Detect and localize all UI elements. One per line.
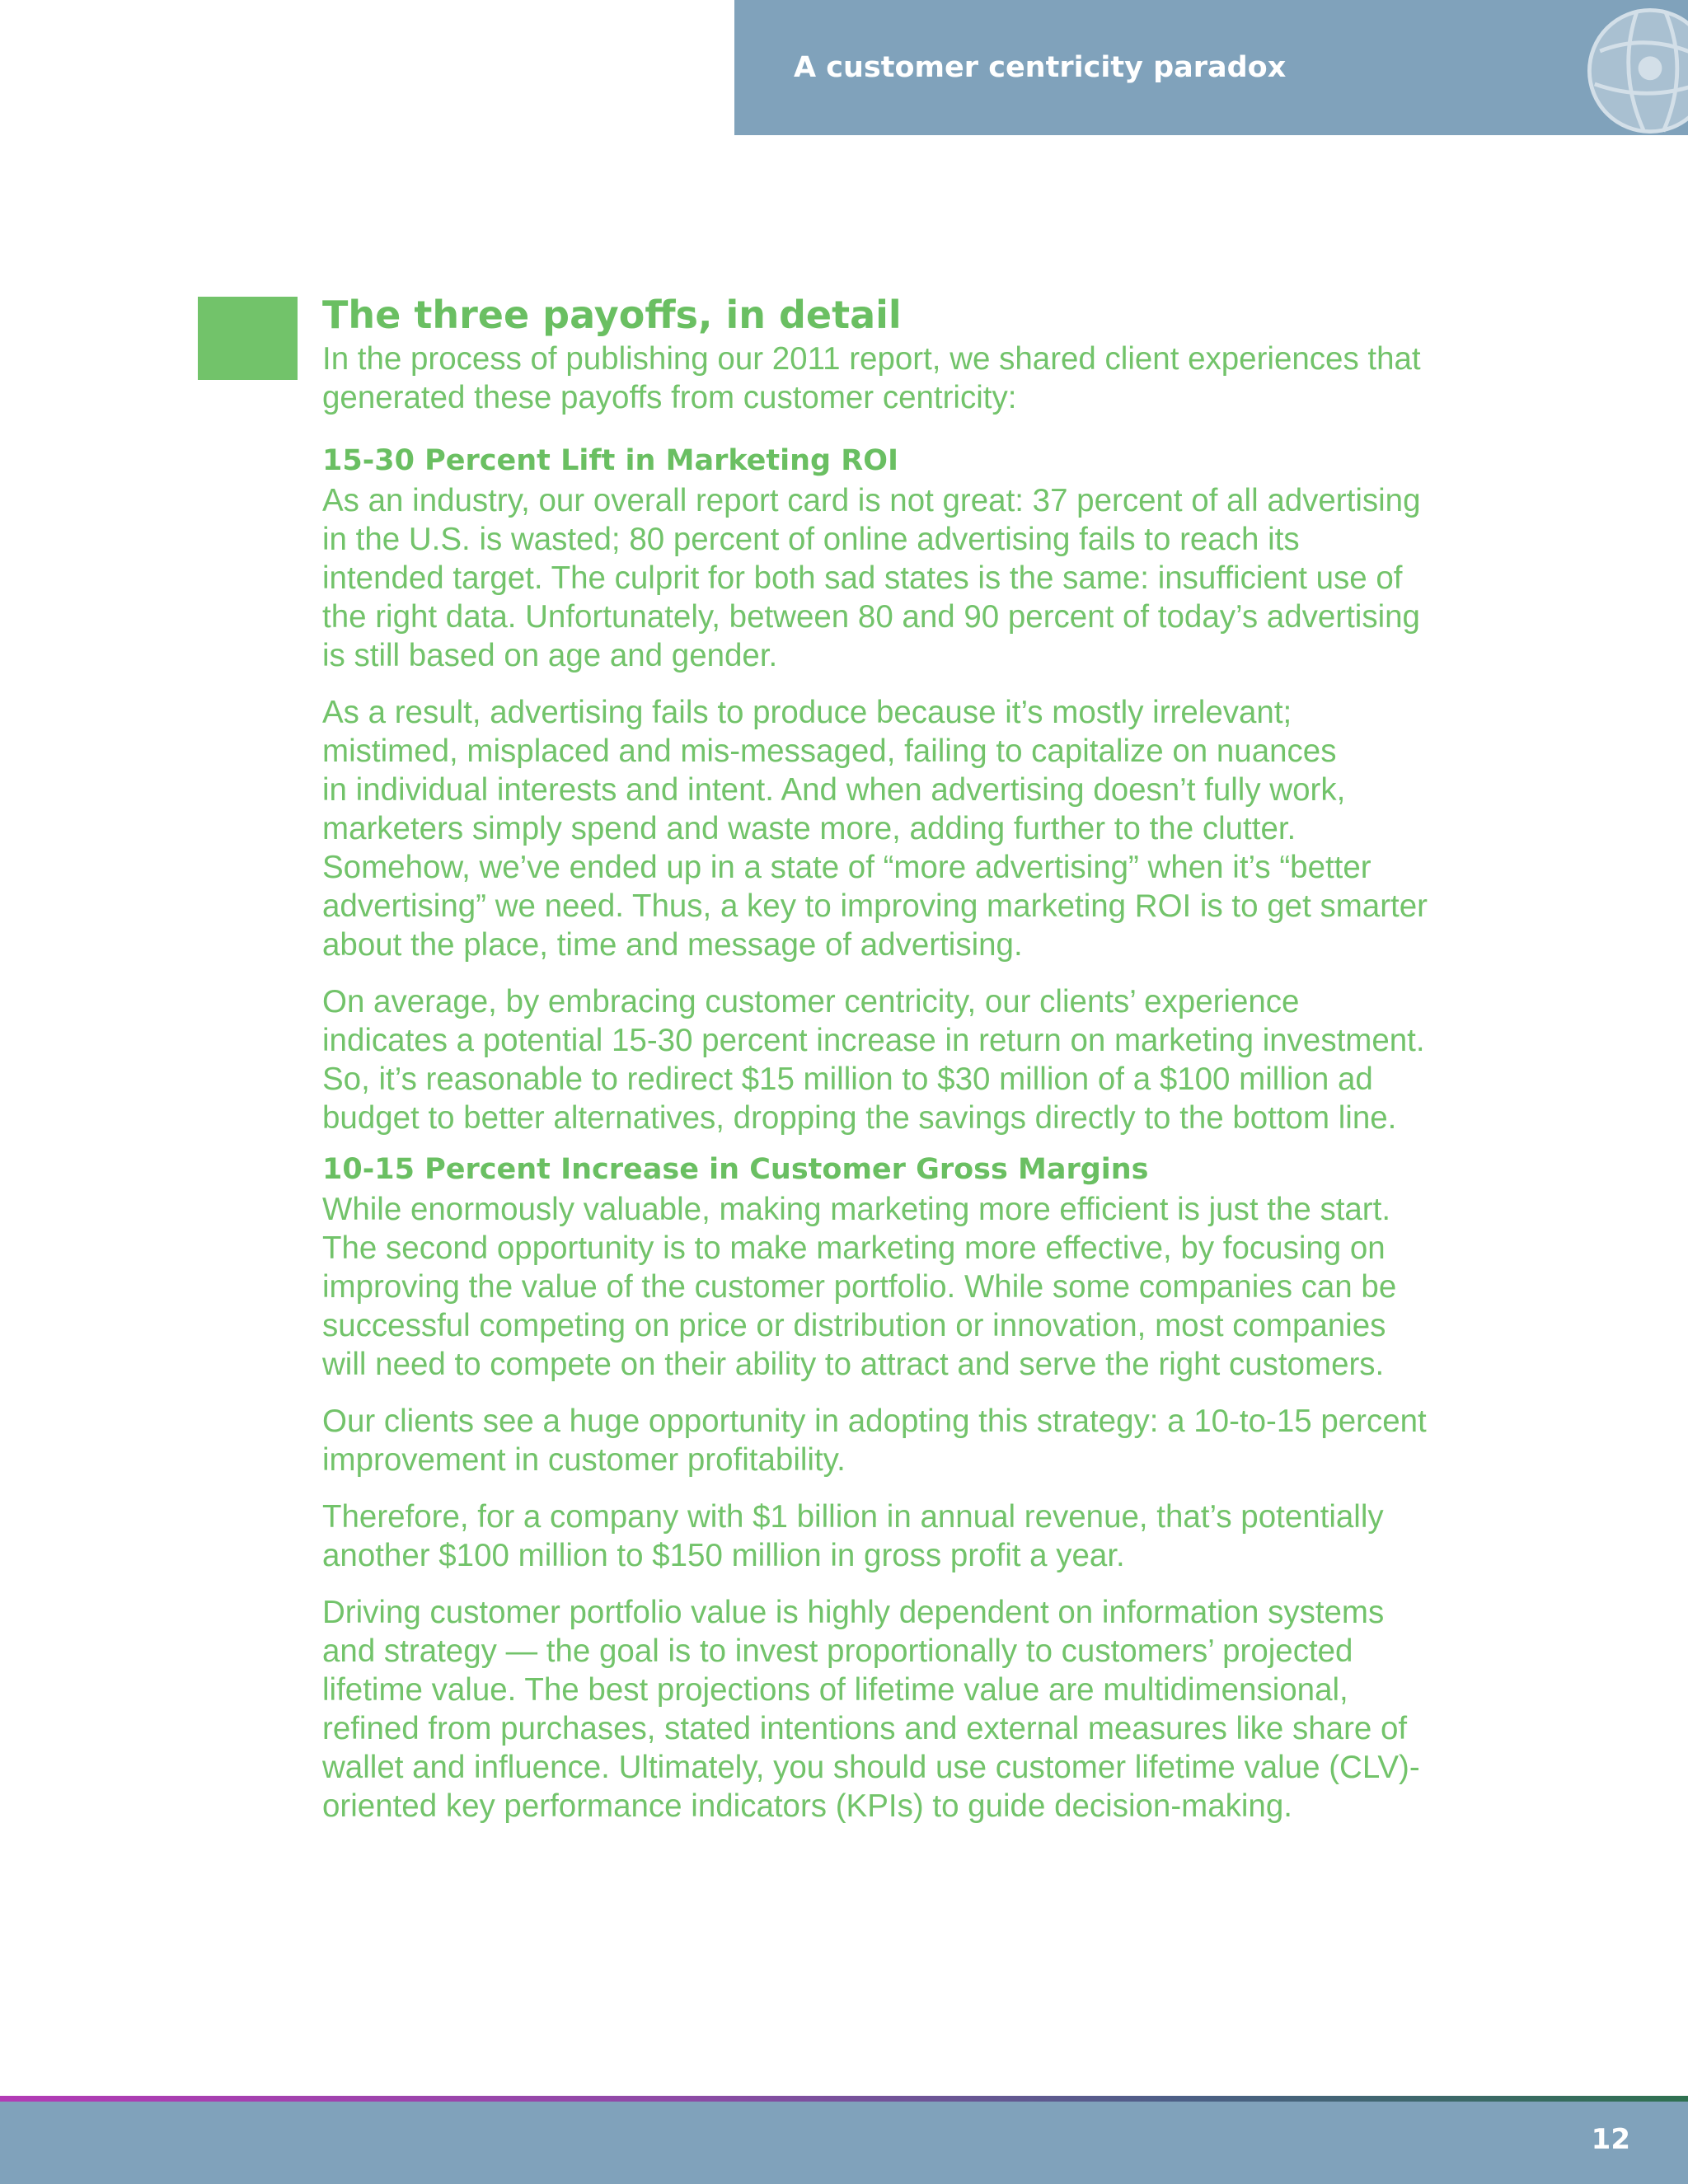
text-line: successful competing on price or distribution or innovation, most companies xyxy=(322,1308,1386,1343)
body-paragraph xyxy=(322,1190,1493,1384)
text-line: mistimed, misplaced and mis-messaged, failing to capitalize on nuances xyxy=(322,733,1337,769)
text-line: In the process of publishing our 2011 report, we shared client experiences that xyxy=(322,341,1421,377)
section-accent-square xyxy=(198,297,298,380)
text-line: Our clients see a huge opportunity in adopting this strategy: a 10-to-15 percent xyxy=(322,1404,1427,1439)
text-line: wallet and influence. Ultimately, you should use customer lifetime value (CLV)- xyxy=(322,1750,1420,1785)
text-line: As a result, advertising fails to produce because it’s mostly irrelevant; xyxy=(322,695,1292,730)
text-line: lifetime value. The best projections of lifetime value are multidimensional, xyxy=(322,1672,1348,1708)
text-line: So, it’s reasonable to redirect $15 million to $30 million of a $100 million ad xyxy=(322,1062,1373,1097)
intro-paragraph xyxy=(322,340,1493,417)
text-line: in individual interests and intent. And when advertising doesn’t fully work, xyxy=(322,772,1346,808)
section-title: The three payoffs, in detail xyxy=(322,293,902,337)
text-line: generated these payoffs from customer centricity: xyxy=(322,380,1017,415)
text-line: the right data. Unfortunately, between 80 and 90 percent of today’s advertising xyxy=(322,599,1420,635)
text-line: Therefore, for a company with $1 billion in annual revenue, that’s potentially xyxy=(322,1499,1384,1535)
body-paragraph xyxy=(322,1402,1493,1479)
text-line: On average, by embracing customer centricity, our clients’ experience xyxy=(322,984,1300,1019)
text-line: will need to compete on their ability to attract and serve the right customers. xyxy=(322,1347,1385,1382)
text-line: marketers simply spend and waste more, adding further to the clutter. xyxy=(322,811,1296,846)
text-line: indicates a potential 15-30 percent increase in return on marketing investment. xyxy=(322,1023,1425,1058)
text-line: another $100 million to $150 million in gross profit a year. xyxy=(322,1538,1125,1573)
body-paragraph xyxy=(322,481,1493,675)
text-line: improvement in customer profitability. xyxy=(322,1442,846,1478)
body-paragraph xyxy=(322,1497,1493,1575)
text-line: The second opportunity is to make marketing more effective, by focusing on xyxy=(322,1230,1386,1266)
text-line: While enormously valuable, making marketing more efficient is just the start. xyxy=(322,1192,1391,1227)
page-number: 12 xyxy=(1591,2123,1630,2156)
text-line: Driving customer portfolio value is highly dependent on information systems xyxy=(322,1595,1385,1630)
main-content xyxy=(322,290,1493,1825)
body-paragraph xyxy=(322,693,1493,964)
text-line: refined from purchases, stated intentions and external measures like share of xyxy=(322,1711,1408,1746)
text-line: and strategy — the goal is to invest proportionally to customers’ projected xyxy=(322,1633,1353,1669)
text-line: oriented key performance indicators (KPIs) to guide decision-making. xyxy=(322,1788,1292,1824)
header-title: A customer centricity paradox xyxy=(794,51,1287,84)
globe-icon xyxy=(1584,5,1688,135)
footer-band xyxy=(0,2102,1688,2184)
subsection-heading: 10-15 Percent Increase in Customer Gross Margins xyxy=(322,1153,1149,1186)
text-line: advertising” we need. Thus, a key to improving marketing ROI is to get smarter xyxy=(322,888,1428,924)
text-line: in the U.S. is wasted; 80 percent of online advertising fails to reach its xyxy=(322,522,1300,557)
subsection-heading: 15-30 Percent Lift in Marketing ROI xyxy=(322,444,899,477)
text-line: As an industry, our overall report card is not great: 37 percent of all advertising xyxy=(322,483,1421,518)
text-line: intended target. The culprit for both sad states is the same: insufficient use of xyxy=(322,560,1403,596)
text-line: about the place, time and message of advertising. xyxy=(322,927,1023,963)
text-line: improving the value of the customer portfolio. While some companies can be xyxy=(322,1269,1397,1305)
text-line: is still based on age and gender. xyxy=(322,638,778,673)
text-line: Somehow, we’ve ended up in a state of “more advertising” when it’s “better xyxy=(322,850,1372,885)
body-paragraph xyxy=(322,1593,1493,1825)
header-band xyxy=(734,0,1688,135)
text-line: budget to better alternatives, dropping the savings directly to the bottom line. xyxy=(322,1100,1397,1136)
footer-gradient-rule xyxy=(0,2096,1688,2102)
body-paragraph xyxy=(322,982,1493,1137)
